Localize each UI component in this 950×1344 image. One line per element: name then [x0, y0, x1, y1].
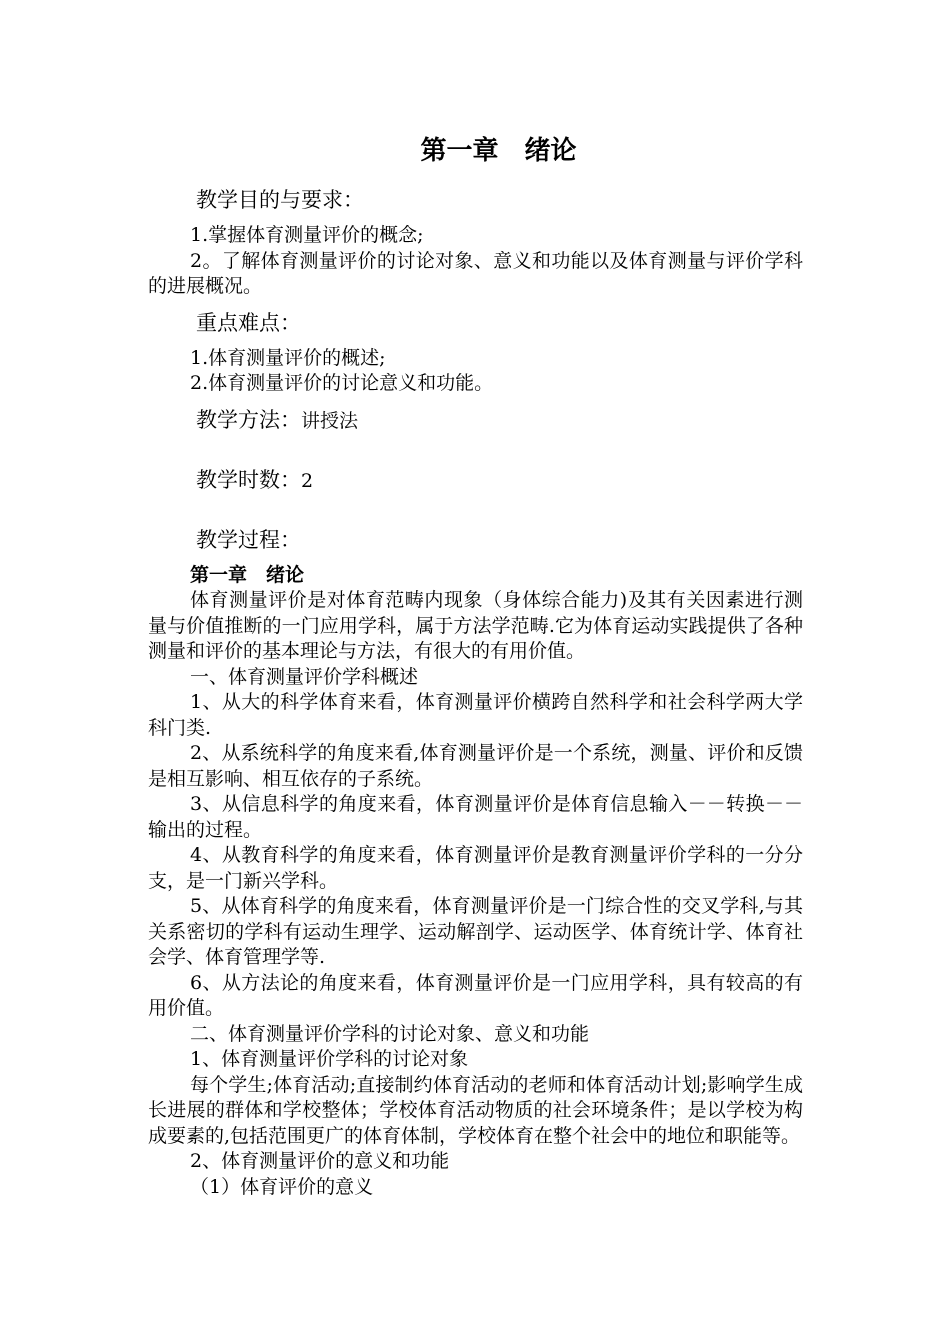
key-point-item: 2.体育测量评价的讨论意义和功能。: [190, 372, 494, 394]
body-paragraph: 4、从教育科学的角度来看，体育测量评价是教育测量评价学科的一分分支，是一门新兴学科。: [148, 844, 803, 892]
document-content: [148, 133, 803, 1200]
subsection-heading: 1、体育测量评价学科的讨论对象: [190, 1048, 469, 1070]
body-paragraph: 3、从信息科学的角度来看，体育测量评价是体育信息输入－－转换－－输出的过程。: [148, 793, 803, 841]
objective-item: 1.掌握体育测量评价的概念;: [190, 224, 424, 246]
subsection-heading: 2、体育测量评价的意义和功能: [190, 1150, 450, 1172]
section-heading: 二、体育测量评价学科的讨论对象、意义和功能: [190, 1022, 590, 1045]
body-paragraph: 体育测量评价是对体育范畴内现象（身体综合能力)及其有关因素进行测量与价值推断的一门应用学科，属于方法学范畴.它为体育运动实践提供了各种测量和评价的基本理论与方法，有很大的有用价值。: [148, 589, 803, 662]
body-paragraph: 2、从系统科学的角度来看,体育测量评价是一个系统，测量、评价和反馈是相互影响、相互依存的子系统。: [148, 742, 803, 790]
method-heading: 教学方法：: [196, 407, 301, 432]
body-paragraph: 5、从体育科学的角度来看，体育测量评价是一门综合性的交叉学科,与其关系密切的学科有运动生理学、运动解剖学、运动医学、体育统计学、体育社会学、体育管理学等.: [148, 895, 803, 968]
hours-heading: 教学时数：: [196, 467, 301, 492]
objective-item: 2。了解体育测量评价的讨论对象、意义和功能以及体育测量与评价学科的进展概况。: [148, 249, 803, 297]
method-value: 讲授法: [301, 409, 359, 432]
subsection-heading: （1）体育评价的意义: [190, 1175, 374, 1198]
body-paragraph: 1、从大的科学体育来看，体育测量评价横跨自然科学和社会科学两大学科门类.: [148, 691, 803, 739]
body-paragraph: 6、从方法论的角度来看，体育测量评价是一门应用学科，具有较高的有用价值。: [148, 971, 803, 1019]
body-subtitle: 第一章 绪论: [190, 563, 305, 586]
body-paragraph: 每个学生;体育活动;直接制约体育活动的老师和体育活动计划;影响学生成长进展的群体和学校整体；学校体育活动物质的社会环境条件；是以学校为构成要素的,包括范围更广的体育体制，学校体育在整个社会中的地位和职能等。: [148, 1073, 803, 1147]
process-heading: 教学过程：: [196, 527, 301, 552]
key-points-heading: 重点难点：: [196, 310, 301, 335]
hours-value: 2: [301, 469, 314, 492]
hours-line: [196, 465, 803, 496]
objectives-heading: 教学目的与要求：: [196, 188, 364, 212]
key-point-item: 1.体育测量评价的概述;: [190, 346, 386, 369]
chapter-title: 第一章 绪论: [420, 136, 577, 166]
section-heading: 一、体育测量评价学科概述: [190, 665, 419, 688]
method-line: [196, 405, 803, 436]
